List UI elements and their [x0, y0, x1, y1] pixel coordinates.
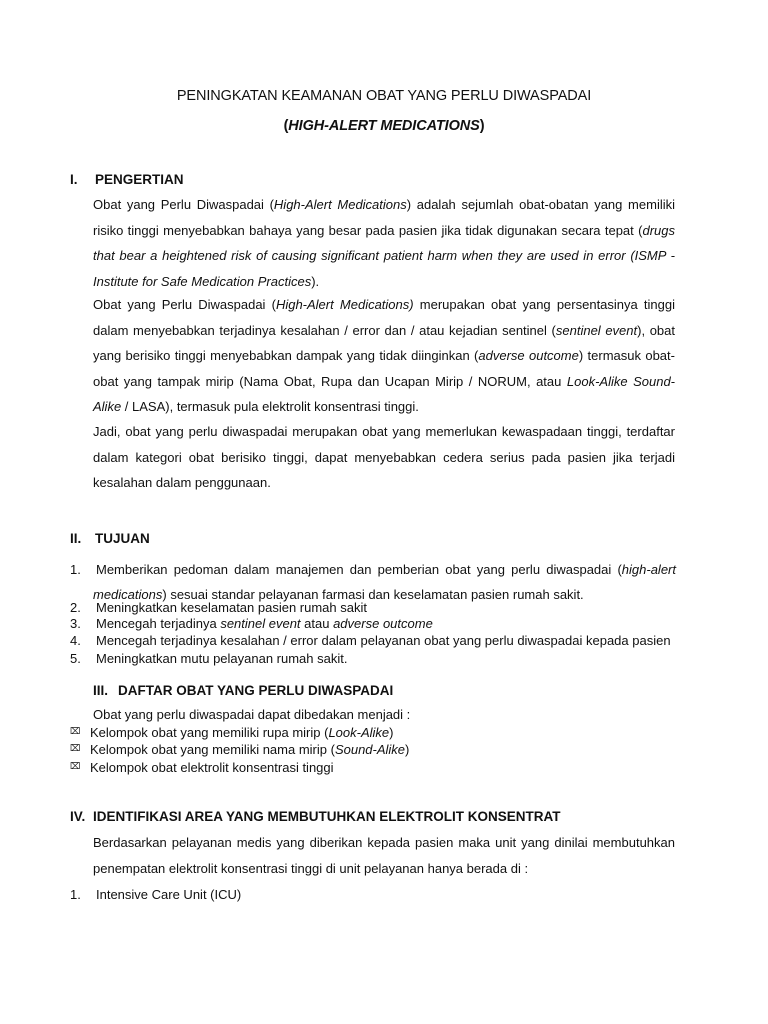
section-3-number: III. — [93, 683, 109, 698]
section-1-paragraph-1: Obat yang Perlu Diwaspadai (High-Alert Medications) adalah sejumlah obat-obatan yang memiliki risiko tinggi menyebabkan bahaya yang besar pada pasien jika tidak digunakan secara tepat (drugs that bear a heightened risk of causing significant patient harm when they are used in error (ISMP - Institute for Safe Medication Practices). — [93, 197, 675, 289]
list-item-number: 3. — [70, 616, 81, 631]
list-item-text: Mencegah terjadinya kesalahan / error dalam pelayanan obat yang perlu diwaspadai kepada pasien — [96, 633, 671, 648]
document-title: PENINGKATAN KEAMANAN OBAT YANG PERLU DIWASPADAI — [176, 88, 592, 104]
bullet-text: Kelompok obat yang memiliki rupa mirip (Look-Alike) — [90, 725, 394, 740]
section-2-title: TUJUAN — [95, 531, 150, 546]
section-4-paragraph-1: Berdasarkan pelayanan medis yang diberikan kepada pasien maka unit yang dinilai membutuhkan penempatan elektrolit konsentrasi tinggi di unit pelayanan hanya berada di : — [93, 835, 675, 876]
section-3-intro: Obat yang perlu diwaspadai dapat dibedakan menjadi : — [93, 707, 411, 722]
section-1-paragraph-3: Jadi, obat yang perlu diwaspadai merupakan obat yang memerlukan kewaspadaan tinggi, terdaftar dalam kategori obat berisiko tinggi, dapat menyebabkan cedera serius pada pasien jika terjadi kesalahan dalam penggunaan. — [93, 424, 675, 490]
list-item-number: 5. — [70, 651, 81, 666]
bullet-text: Kelompok obat yang memiliki nama mirip (Sound-Alike) — [90, 742, 410, 757]
list-item-text: Intensive Care Unit (ICU) — [96, 887, 242, 902]
section-1-number: I. — [70, 172, 78, 187]
list-item-text: Meningkatkan mutu pelayanan rumah sakit. — [96, 651, 348, 666]
list-item-text: Meningkatkan keselamatan pasien rumah sakit — [96, 600, 367, 615]
list-item-text: Mencegah terjadinya sentinel event atau adverse outcome — [96, 616, 433, 631]
section-1-paragraph-2: Obat yang Perlu Diwaspadai (High-Alert Medications) merupakan obat yang persentasinya tinggi dalam menyebabkan terjadinya kesalahan / error dan / atau kejadian sentinel (sentinel event), obat yang berisiko tinggi menyebabkan dampak yang tidak diinginkan (adverse outcome) termasuk obat-obat yang tampak mirip (Nama Obat, Rupa dan Ucapan Mirip / NORUM, atau Look-Alike Sound-Alike / LASA), termasuk pula elektrolit konsentrasi tinggi. — [93, 297, 676, 414]
section-2-number: II. — [70, 531, 82, 546]
section-1-title: PENGERTIAN — [95, 172, 184, 187]
document-subtitle: (HIGH-ALERT MEDICATIONS) — [283, 118, 485, 134]
section-3-title: DAFTAR OBAT YANG PERLU DIWASPADAI — [118, 683, 394, 698]
bullet-icon: ⌧ — [70, 743, 81, 753]
section-4-number: IV. — [70, 809, 86, 824]
bullet-icon: ⌧ — [70, 726, 81, 736]
list-item-number: 2. — [70, 600, 81, 615]
list-item-number: 1. — [70, 887, 81, 902]
list-item-number: 4. — [70, 633, 81, 648]
bullet-text: Kelompok obat elektrolit konsentrasi tinggi — [90, 760, 334, 775]
bullet-icon: ⌧ — [70, 761, 81, 771]
section-4-title: IDENTIFIKASI AREA YANG MEMBUTUHKAN ELEKTROLIT KONSENTRAT — [93, 809, 561, 824]
list-item-number: 1. — [70, 562, 81, 577]
list-item-text: Memberikan pedoman dalam manajemen dan pemberian obat yang perlu diwaspadai (high-alert medications) sesuai standar pelayanan farmasi dan keselamatan pasien rumah sakit. — [93, 562, 676, 602]
